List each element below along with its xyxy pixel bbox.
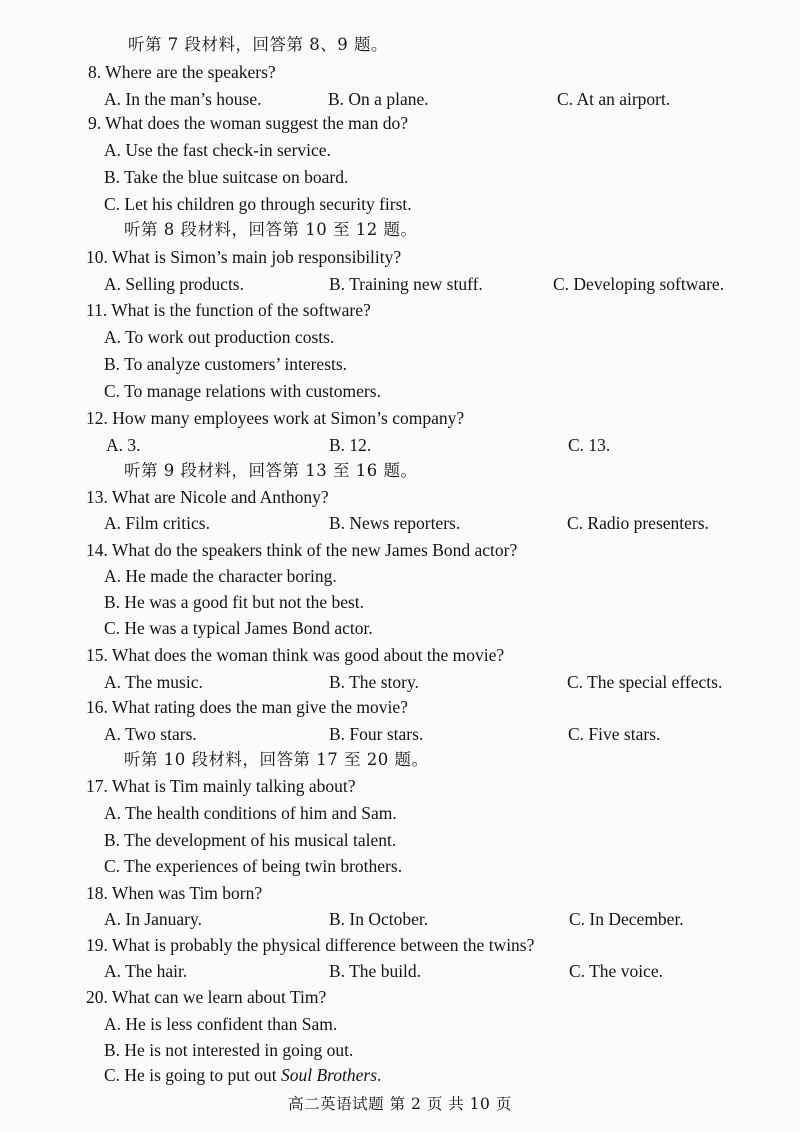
question-stem: 9. What does the woman suggest the man do?: [88, 113, 408, 133]
section-heading: 听第 8 段材料，回答第 10 至 12 题。: [124, 220, 418, 239]
option-a: A. The health conditions of him and Sam.: [104, 803, 397, 823]
option-b: B. News reporters.: [329, 513, 461, 533]
options-row: [0, 721, 800, 747]
option-c: C. Five stars.: [568, 724, 661, 744]
option-a: A. Two stars.: [104, 724, 197, 744]
question-stem: 17. What is Tim mainly talking about?: [86, 776, 356, 796]
option-b: B. 12.: [329, 435, 372, 455]
option-b: B. The development of his musical talent.: [104, 830, 397, 850]
option-c: C. The voice.: [569, 961, 663, 981]
option-a: A. Use the fast check-in service.: [104, 140, 331, 160]
section-heading: 听第 10 段材料，回答第 17 至 20 题。: [124, 750, 429, 769]
option-c: C. 13.: [568, 435, 611, 455]
option-a: A. 3.: [106, 435, 141, 455]
option-c: C. To manage relations with customers.: [104, 381, 381, 401]
option-c: C. Let his children go through security first.: [104, 194, 412, 214]
options-row: [0, 906, 800, 932]
question-stem: 10. What is Simon’s main job responsibility?: [86, 247, 402, 267]
option-c: C. In December.: [569, 909, 684, 929]
question-stem: 16. What rating does the man give the movie?: [86, 697, 408, 717]
options-row: [0, 510, 800, 536]
option-a: A. He made the character boring.: [104, 566, 337, 586]
option-b: B. Training new stuff.: [329, 274, 483, 294]
option-c: C. The experiences of being twin brothers.: [104, 856, 403, 876]
question-stem: 15. What does the woman think was good about the movie?: [86, 645, 505, 665]
section-heading: 听第 7 段材料，回答第 8、9 题。: [128, 35, 388, 54]
option-b: B. In October.: [329, 909, 429, 929]
options-row: [0, 669, 800, 695]
option-a: A. In January.: [104, 909, 203, 929]
question-stem: 20. What can we learn about Tim?: [86, 987, 327, 1007]
option-a: A. Film critics.: [104, 513, 210, 533]
question-stem: 11. What is the function of the software?: [86, 300, 371, 320]
question-stem: 18. When was Tim born?: [86, 883, 263, 903]
option-a: A. Selling products.: [104, 274, 244, 294]
option-b: B. On a plane.: [328, 89, 429, 109]
option-c: C. At an airport.: [557, 89, 671, 109]
option-a: A. To work out production costs.: [104, 327, 335, 347]
option-b: B. He is not interested in going out.: [104, 1040, 354, 1060]
option-a: A. He is less confident than Sam.: [104, 1014, 338, 1034]
options-row: [0, 86, 800, 112]
question-stem: 12. How many employees work at Simon’s company?: [86, 408, 465, 428]
option-c: C. Radio presenters.: [567, 513, 709, 533]
option-b: B. The story.: [329, 672, 419, 692]
option-c: C. He was a typical James Bond actor.: [104, 618, 373, 638]
option-b: B. Four stars.: [329, 724, 424, 744]
option-a: A. The music.: [104, 672, 203, 692]
option-b: B. The build.: [329, 961, 422, 981]
option-b: B. Take the blue suitcase on board.: [104, 167, 349, 187]
section-heading: 听第 9 段材料，回答第 13 至 16 题。: [124, 461, 418, 480]
option-a: A. The hair.: [104, 961, 188, 981]
options-row: [0, 432, 800, 458]
option-c: C. Developing software.: [553, 274, 725, 294]
option-c: C. The special effects.: [567, 672, 723, 692]
option-b: B. To analyze customers’ interests.: [104, 354, 348, 374]
question-stem: 19. What is probably the physical difference between the twins?: [86, 935, 535, 955]
option-a: A. In the man’s house.: [104, 89, 262, 109]
page-footer: 高二英语试题 第 2 页 共 10 页: [288, 1095, 512, 1113]
question-stem: 8. Where are the speakers?: [88, 62, 276, 82]
option-c: C. He is going to put out Soul Brothers.: [104, 1065, 382, 1085]
options-row: [0, 271, 800, 297]
question-stem: 13. What are Nicole and Anthony?: [86, 487, 329, 507]
book-title: Soul Brothers: [280, 1065, 378, 1085]
question-stem: 14. What do the speakers think of the new James Bond actor?: [86, 540, 518, 560]
options-row: [0, 958, 800, 984]
option-b: B. He was a good fit but not the best.: [104, 592, 365, 612]
